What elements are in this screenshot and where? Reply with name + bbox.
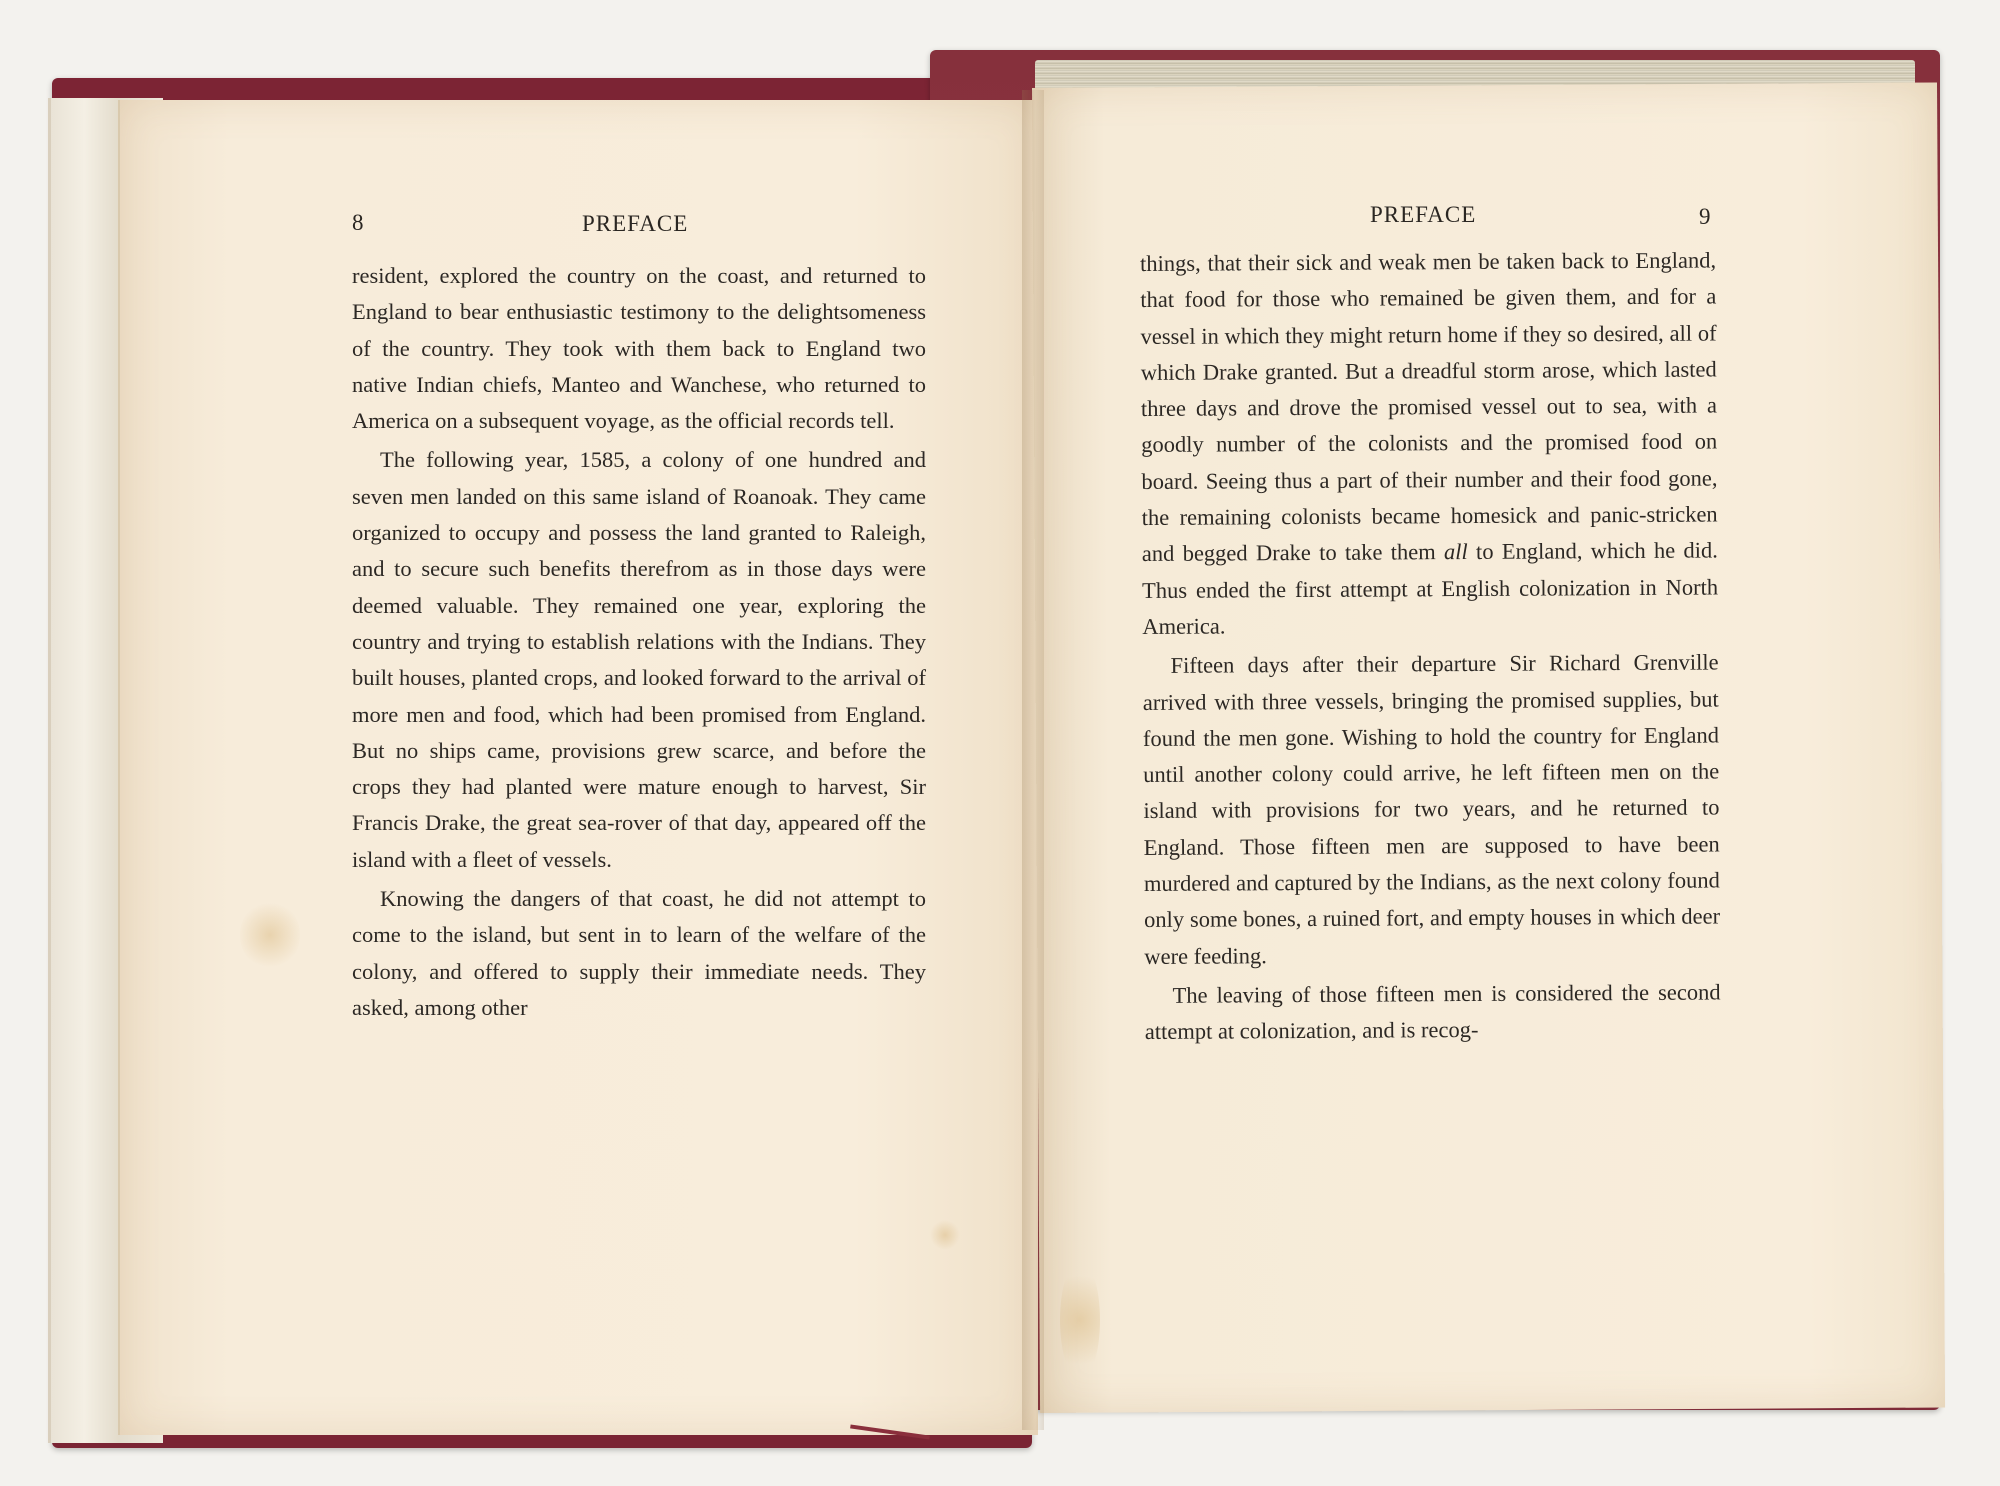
page-number-right: 9 (1699, 204, 1712, 229)
paragraph: Knowing the dangers of that coast, he did not attempt to come to the island, but sent in to learn of the welfare of the colony, and offered to supply their immediate needs. They asked, among other (352, 886, 926, 1020)
paragraph (1140, 242, 1718, 645)
text-span: to England, which he did. Thus ended the first attempt at English colonization in North America. (1142, 537, 1719, 639)
left-page-text (352, 258, 926, 1026)
running-head-right: PREFACE (1370, 202, 1477, 227)
foxing-stain (240, 900, 300, 970)
paragraph: The following year, 1585, a colony of one hundred and seven men landed on this same island of Roanoak. They came organized to occupy and possess the land granted to Raleigh, and to secure such benefits therefrom as in those days were deemed valuable. They remained one year, exploring the country and trying to establish relations with the Indians. They built houses, planted crops, and looked forward to the arrival of more men and food, which had been promised from England. But no ships came, provisions grew scarce, and before the crops they had planted were mature enough to harvest, Sir Francis Drake, the great sea-rover of that day, appeared off the island with a fleet of vessels. (352, 447, 926, 872)
foxing-stain (1060, 1260, 1100, 1380)
italic-word: all (1443, 539, 1468, 565)
right-page-text (1140, 242, 1721, 1050)
running-head-left: PREFACE (582, 211, 689, 236)
page-number-left: 8 (352, 210, 365, 235)
paragraph: Fifteen days after their departure Sir Richard Grenville arrived with three vessels, bringing the promised supplies, but found the men gone. Wishing to hold the country for England until another colony could arrive, he left fifteen men on the island with provisions for two years, and he returned to England. Those fifteen men are supposed to have been murdered and captured by the Indians, as the next colony found only some bones, a ruined fort, and empty houses in which deer were feeding. (1142, 649, 1721, 969)
text-span: things, that their sick and weak men be taken back to England, that food for those who remained be given them, and for a vessel in which they might return home if they so desired, all of which Drake granted. But a dreadful storm arose, which lasted three days and drove the promised vessel out to sea, with a goodly number of the colonists and the promised food on board. Seeing thus a part of their number and their food gone, the remaining colonists became homesick and panic-stricken and begged Drake to take them (1140, 247, 1718, 567)
paragraph: resident, explored the country on the coast, and returned to England to bear enthusiastic testimony to the delightsomeness of the country. They took with them back to England two native Indian chiefs, Manteo and Wanchese, who returned to America on a subsequent voyage, as the official records tell. (352, 263, 926, 434)
foxing-stain (930, 1220, 960, 1250)
paragraph: The leaving of those fifteen men is considered the second attempt at colonization, and is recog- (1144, 979, 1721, 1045)
book-gutter (1022, 90, 1044, 1430)
